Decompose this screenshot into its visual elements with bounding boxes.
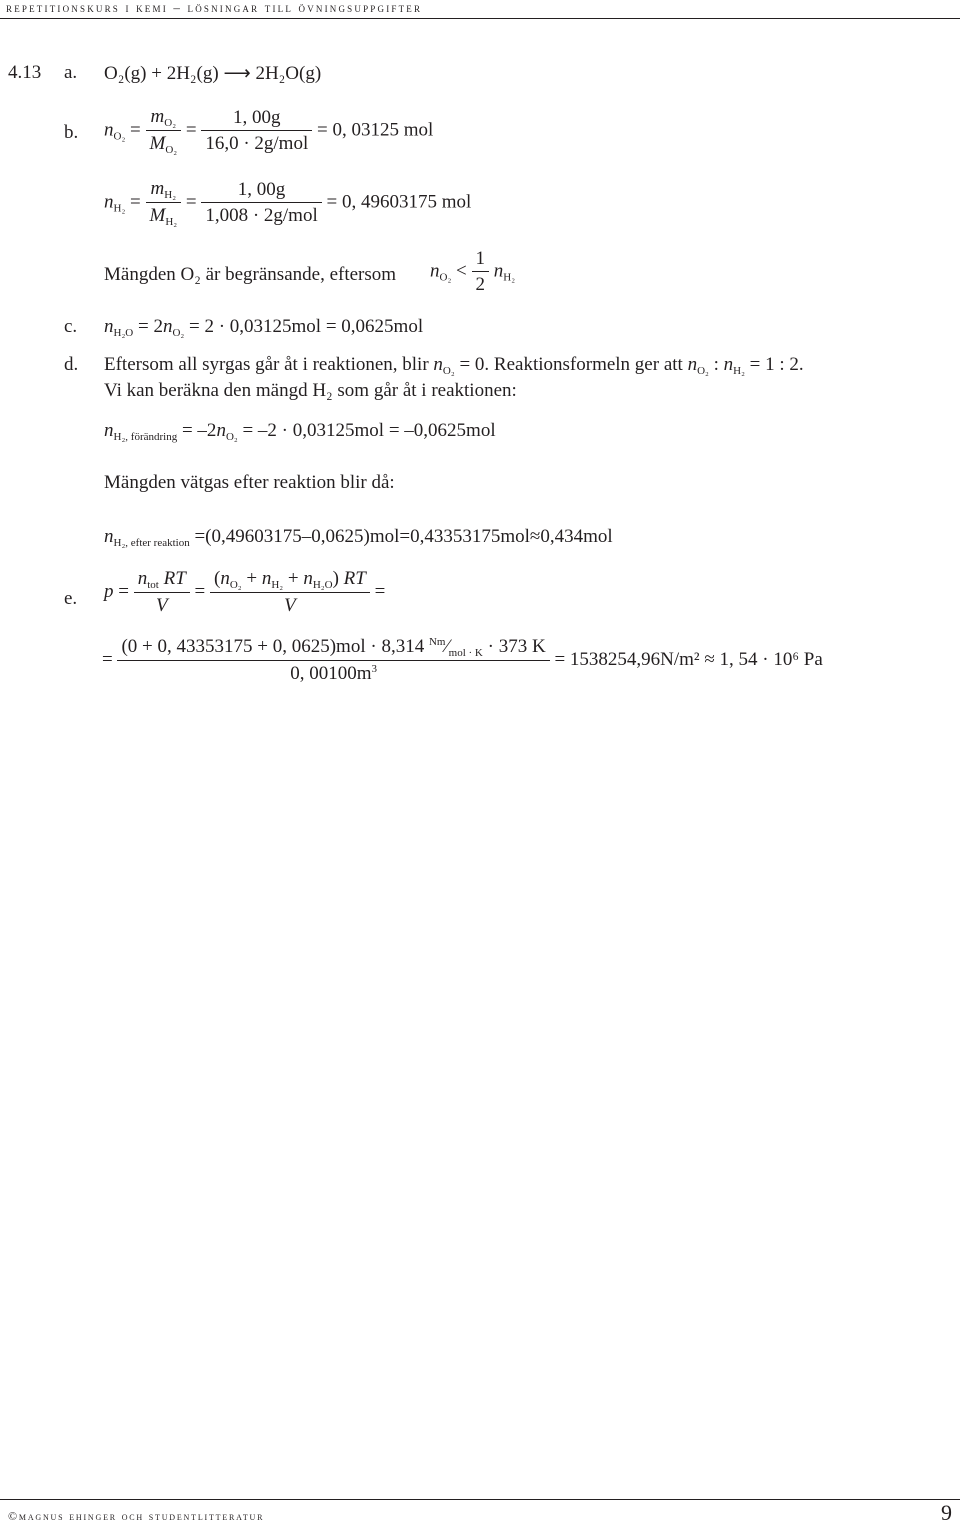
nO2-result: = 0, 03125 mol [317,119,434,141]
header-rule [0,18,960,19]
part-a-label: a. [64,62,78,83]
nH2O-rest: = 2 · 0,03125mol = 0,0625mol [188,316,424,337]
volume-value: 0, 00100m [290,663,372,684]
part-d-line1: Eftersom all syrgas går åt i reaktionen, blir $n_{O_2} = 0$. Reaktionsformeln ger att $n_{O_2}$ : $n_{H_2} = 1$ : 2. [104,354,804,377]
after-subscript: efter reaktion [130,537,190,549]
nH2-formula: $n_{H_2}$ = $\frac{m_{H_2}}{M_{H_2}}$ = $\frac{1, 00g}{\text{1,008 · 2g/mol}}$ = 0, 49603175 mol [104,178,472,228]
pressure-calculation: = (0 + 0, 43353175 + 0, 0625)mol · 8,314 $^{Nm}⁄_{mol \cdot K} \cdot 373$ K 0, $00100m^3$ = 1538254,96N/m² ≈ 1, 54 · 10⁶ Pa [102,636,823,684]
nH2-after-equation: $n_{H_2, efter reaktion} =(0,49603175-0,0625)mol=0,43353175mol\approx 0,434mol$ [104,526,613,549]
page-number: 9 [941,1500,952,1525]
change-subscript: förändring [130,431,178,443]
part-e-label: e. [64,588,78,609]
d-line1-text-b: = 0. Reaktionsformeln ger att [459,354,683,375]
nH2O-equation: $n_{H_2O} = 2n_{O_2} = 2 \cdot 0,03125mol = 0,0625mol$ [104,316,424,339]
after-reaction-text: Mängden vätgas efter reaktion blir då: [104,472,395,493]
part-c-label: c. [64,316,78,337]
nO2-formula: $n_{O_2}$ = $\frac{m_{O_2}}{M_{O_2}}$ = $\frac{1, 00g}{\text{16,0 · 2g/mol}}$ = 0, 03125 mol [104,106,434,156]
nH2-result: = 0, 49603175 mol [326,191,472,213]
after-rest: =(0,49603175–0,0625)mol=0,43353175mol≈0,434mol [194,526,613,547]
part-b-label: b. [64,122,79,143]
pressure-result: = 1538254,96N/m² ≈ 1, 54 · 10⁶ Pa [554,648,823,670]
part-d-label: d. [64,354,79,375]
problem-number: 4.13 [8,62,42,83]
limiting-reagent-text: Mängden O₂ är begränsande, eftersom [104,264,397,285]
temperature: · 373 K [487,636,546,657]
ideal-gas-equation: p = $\frac{n_{tot} RT}{V}$ = $\frac{(n_{O_2} + n_{H_2} + n_{H_2O}) RT}{V}$ = [104,568,386,616]
change-rest: = –2 · 0,03125mol = –0,0625mol [242,420,496,441]
part-d-line2: Vi kan beräkna den mängd H₂ som går åt i reaktionen: [104,380,517,401]
pressure-numerator-sum: (0 + 0, 43353175 + 0, 0625)mol · 8,314 [121,636,425,657]
nO2-numerator: 1, 00g [233,107,281,128]
running-header: repetitionskurs i kemi – lösningar till övningsuppgifter [6,0,423,15]
footer-copyright: ©magnus ehinger och studentlitteratur [8,1509,265,1523]
d-line1-text-c: = 1 : 2. [749,354,804,375]
unit-nm: Nm [428,636,446,648]
nH2-numerator: 1, 00g [237,179,286,200]
reaction-equation: O₂(g) + 2H₂(g) ⟶ 2H₂O(g) [104,63,322,84]
unit-molk: mol · K [448,647,483,659]
nH2-change-equation: $n_{H_2, förändring} = -2n_{O_2} = -2 \cdot 0,03125mol = -0,0625mol$ [104,420,496,443]
footer-rule [0,1499,960,1500]
limiting-inequality: $n_{O_2}$ < $\frac{1}{2}$ $n_{H_2}$ [430,248,516,295]
nH2-denominator: 1,008 · 2g/mol [201,202,321,227]
d-line1-text-a: Eftersom all syrgas går åt i reaktionen, blir [104,354,429,375]
nO2-denominator: 16,0 · 2g/mol [201,130,312,155]
